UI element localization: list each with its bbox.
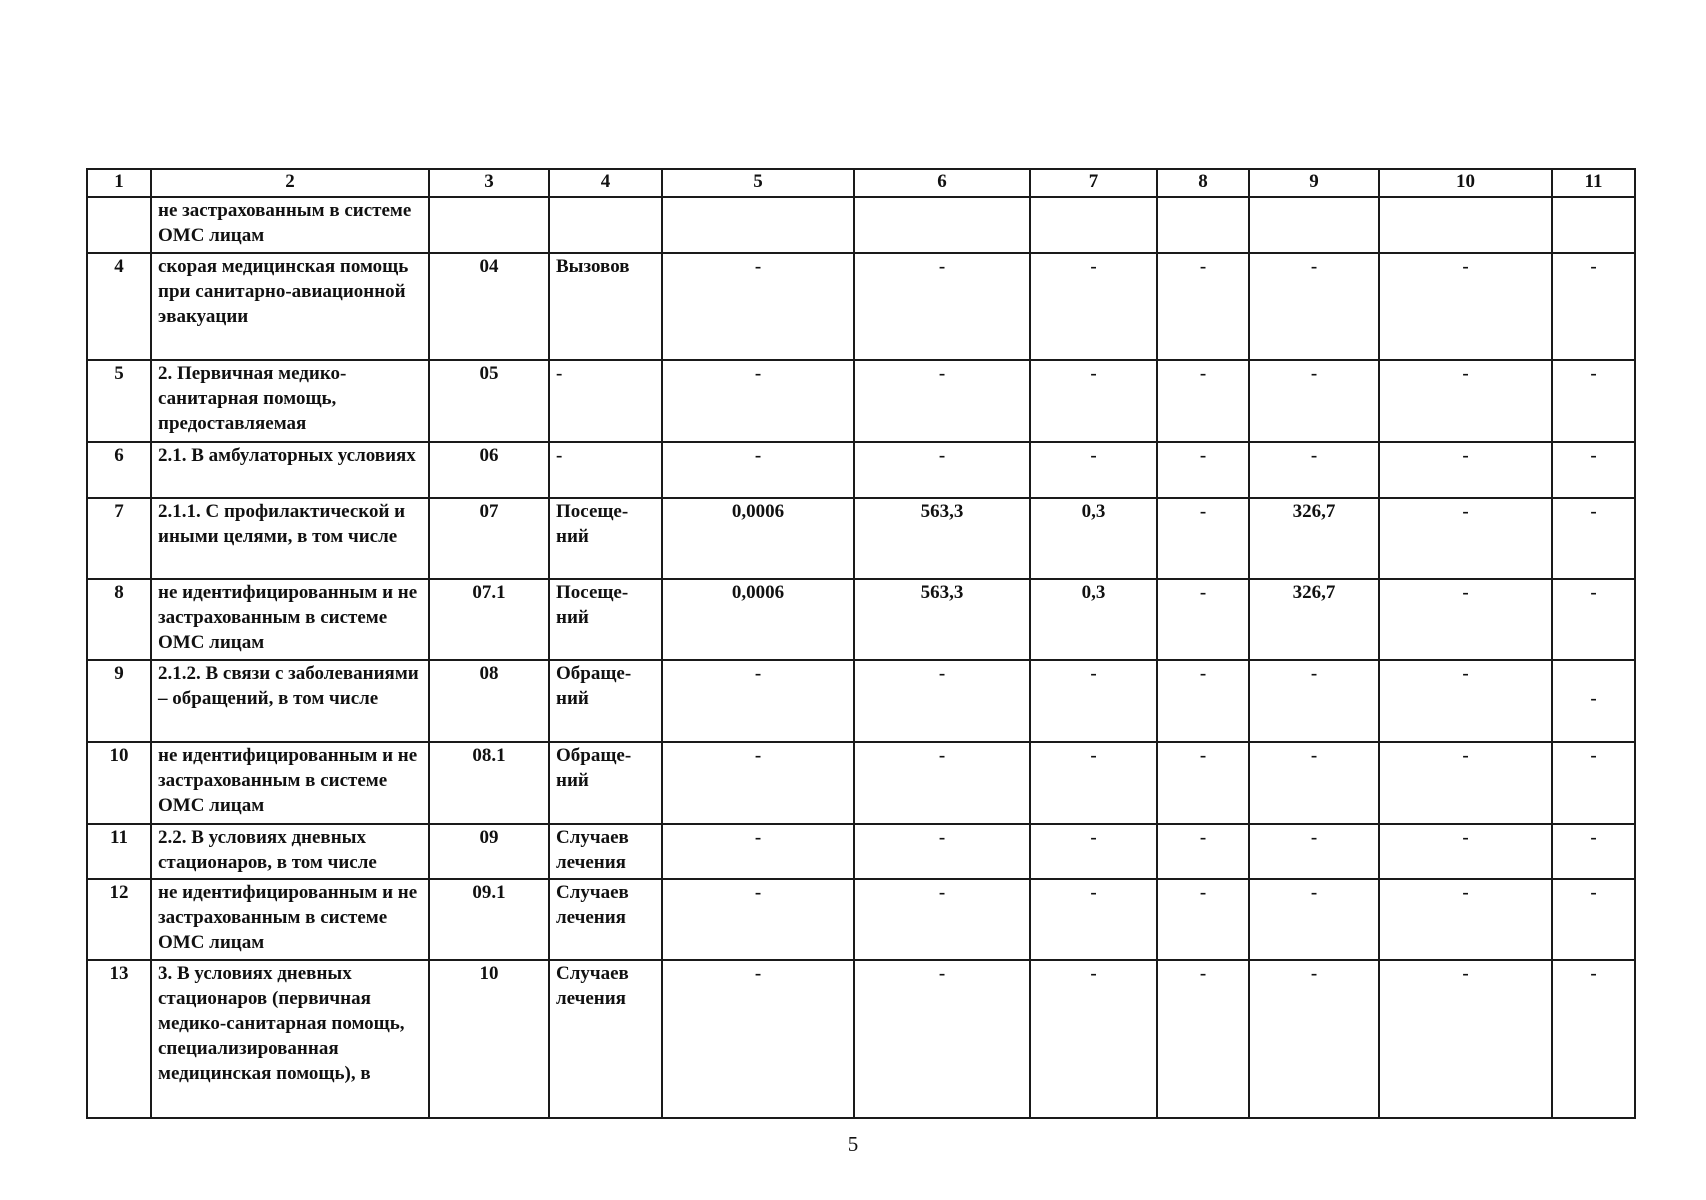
row-number-cell: 7 [87, 498, 151, 579]
table-body [87, 197, 1635, 1118]
value-cell-col-6: 563,3 [854, 498, 1030, 579]
value-cell-col-10: - [1379, 579, 1552, 660]
value-cell-col-5: - [662, 879, 854, 960]
column-header-4: 4 [549, 169, 662, 197]
row-number-cell: 4 [87, 253, 151, 360]
value-cell-col-9: - [1249, 824, 1379, 879]
value-cell-col-10: - [1379, 498, 1552, 579]
value-cell-col-7: - [1030, 442, 1157, 498]
value-cell-col-8: - [1157, 742, 1249, 824]
table-row [87, 742, 1635, 824]
table-row [87, 197, 1635, 253]
unit-cell: - [549, 442, 662, 498]
value-cell-col-8: - [1157, 960, 1249, 1118]
indicator-name-cell: не идентифицированным и не застрахованным в системе ОМС лицам [151, 742, 429, 824]
value-cell-col-9: - [1249, 253, 1379, 360]
table-row [87, 660, 1635, 742]
value-cell-col-11: - [1552, 442, 1635, 498]
value-cell-col-9: 326,7 [1249, 498, 1379, 579]
unit-cell: Случаев лечения [549, 879, 662, 960]
value-cell-col-6: - [854, 960, 1030, 1118]
indicator-name-cell: не застрахованным в системе ОМС лицам [151, 197, 429, 253]
column-header-1: 1 [87, 169, 151, 197]
indicator-name-cell: скорая медицинская помощь при санитарно-авиационной эвакуации [151, 253, 429, 360]
value-cell-col-8: - [1157, 579, 1249, 660]
value-cell-col-9: - [1249, 660, 1379, 742]
value-cell-col-5: 0,0006 [662, 498, 854, 579]
unit-cell: Обраще-ний [549, 742, 662, 824]
row-code-cell: 09 [429, 824, 549, 879]
indicator-name-cell: не идентифицированным и не застрахованным в системе ОМС лицам [151, 579, 429, 660]
page-number: 5 [847, 1132, 859, 1156]
value-cell-col-7 [1030, 197, 1157, 253]
value-cell-col-10: - [1379, 360, 1552, 442]
value-cell-col-6: - [854, 442, 1030, 498]
unit-cell: Случаев лечения [549, 960, 662, 1118]
indicator-name-cell: не идентифицированным и не застрахованным в системе ОМС лицам [151, 879, 429, 960]
value-cell-col-8: - [1157, 879, 1249, 960]
value-cell-col-7: - [1030, 360, 1157, 442]
unit-cell [549, 197, 662, 253]
value-cell-col-9: 326,7 [1249, 579, 1379, 660]
unit-cell: Посеще-ний [549, 579, 662, 660]
column-header-8: 8 [1157, 169, 1249, 197]
table-row [87, 442, 1635, 498]
value-cell-col-10: - [1379, 253, 1552, 360]
value-cell-col-11: - [1552, 824, 1635, 879]
column-header-3: 3 [429, 169, 549, 197]
value-cell-col-6: - [854, 824, 1030, 879]
table-row [87, 879, 1635, 960]
row-number-cell [87, 197, 151, 253]
value-cell-col-6: - [854, 253, 1030, 360]
value-cell-col-7: 0,3 [1030, 498, 1157, 579]
value-cell-col-5: 0,0006 [662, 579, 854, 660]
value-cell-col-6: - [854, 360, 1030, 442]
value-cell-col-7: - [1030, 960, 1157, 1118]
unit-cell: - [549, 360, 662, 442]
value-cell-col-11: - [1552, 579, 1635, 660]
value-cell-col-7: - [1030, 742, 1157, 824]
value-cell-col-11: - [1552, 660, 1635, 742]
column-header-2: 2 [151, 169, 429, 197]
data-table [86, 168, 1636, 1119]
row-code-cell [429, 197, 549, 253]
value-cell-col-11: - [1552, 879, 1635, 960]
row-code-cell: 05 [429, 360, 549, 442]
row-number-cell: 12 [87, 879, 151, 960]
value-cell-col-9 [1249, 197, 1379, 253]
value-cell-col-7: 0,3 [1030, 579, 1157, 660]
table-row [87, 824, 1635, 879]
value-cell-col-5: - [662, 442, 854, 498]
value-cell-col-6: - [854, 660, 1030, 742]
value-cell-col-11: - [1552, 742, 1635, 824]
value-cell-col-5: - [662, 253, 854, 360]
value-cell-col-5: - [662, 824, 854, 879]
value-cell-col-9: - [1249, 442, 1379, 498]
header-row [87, 169, 1635, 197]
value-cell-col-6: - [854, 742, 1030, 824]
row-code-cell: 08.1 [429, 742, 549, 824]
value-cell-col-6 [854, 197, 1030, 253]
indicator-name-cell: 2.1. В амбулаторных условиях [151, 442, 429, 498]
table-row [87, 579, 1635, 660]
value-cell-col-7: - [1030, 660, 1157, 742]
column-header-10: 10 [1379, 169, 1552, 197]
row-number-cell: 10 [87, 742, 151, 824]
value-cell-col-11: - [1552, 253, 1635, 360]
value-cell-col-6: - [854, 879, 1030, 960]
value-cell-col-10: - [1379, 660, 1552, 742]
value-cell-col-5: - [662, 742, 854, 824]
row-code-cell: 07.1 [429, 579, 549, 660]
column-header-7: 7 [1030, 169, 1157, 197]
row-code-cell: 09.1 [429, 879, 549, 960]
column-header-11: 11 [1552, 169, 1635, 197]
table-row [87, 360, 1635, 442]
value-cell-col-10: - [1379, 742, 1552, 824]
indicator-name-cell: 2.1.1. С профилактической и иными целями, в том числе [151, 498, 429, 579]
column-header-5: 5 [662, 169, 854, 197]
value-cell-col-8: - [1157, 498, 1249, 579]
row-code-cell: 04 [429, 253, 549, 360]
column-header-6: 6 [854, 169, 1030, 197]
value-cell-col-10: - [1379, 879, 1552, 960]
value-cell-col-11 [1552, 197, 1635, 253]
unit-cell: Обраще-ний [549, 660, 662, 742]
value-cell-col-5: - [662, 960, 854, 1118]
indicator-name-cell: 2. Первичная медико-санитарная помощь, предоставляемая [151, 360, 429, 442]
value-cell-col-11: - [1552, 360, 1635, 442]
value-cell-col-11: - [1552, 960, 1635, 1118]
row-number-cell: 8 [87, 579, 151, 660]
row-number-cell: 6 [87, 442, 151, 498]
value-cell-col-5: - [662, 660, 854, 742]
value-cell-col-8: - [1157, 253, 1249, 360]
value-cell-col-9: - [1249, 360, 1379, 442]
row-number-cell: 13 [87, 960, 151, 1118]
value-cell-col-10: - [1379, 824, 1552, 879]
indicator-name-cell: 2.2. В условиях дневных стационаров, в том числе [151, 824, 429, 879]
indicator-name-cell: 2.1.2. В связи с заболеваниями – обращений, в том числе [151, 660, 429, 742]
value-cell-col-8: - [1157, 442, 1249, 498]
value-cell-col-7: - [1030, 253, 1157, 360]
row-code-cell: 06 [429, 442, 549, 498]
unit-cell: Вызовов [549, 253, 662, 360]
row-number-cell: 5 [87, 360, 151, 442]
value-cell-col-8: - [1157, 360, 1249, 442]
unit-cell: Случаев лечения [549, 824, 662, 879]
row-number-cell: 9 [87, 660, 151, 742]
value-cell-col-8: - [1157, 824, 1249, 879]
value-cell-col-5: - [662, 360, 854, 442]
value-cell-col-10: - [1379, 442, 1552, 498]
value-cell-col-9: - [1249, 742, 1379, 824]
row-code-cell: 08 [429, 660, 549, 742]
value-cell-col-10: - [1379, 960, 1552, 1118]
value-cell-col-9: - [1249, 960, 1379, 1118]
table-row [87, 960, 1635, 1118]
table-row [87, 498, 1635, 579]
indicator-name-cell: 3. В условиях дневных стационаров (первичная медико-санитарная помощь, специализированная медицинская помощь), в [151, 960, 429, 1118]
value-cell-col-9: - [1249, 879, 1379, 960]
value-cell-col-11: - [1552, 498, 1635, 579]
value-cell-col-8 [1157, 197, 1249, 253]
column-header-9: 9 [1249, 169, 1379, 197]
row-code-cell: 10 [429, 960, 549, 1118]
value-cell-col-8: - [1157, 660, 1249, 742]
value-cell-col-7: - [1030, 824, 1157, 879]
unit-cell: Посеще-ний [549, 498, 662, 579]
value-cell-col-6: 563,3 [854, 579, 1030, 660]
value-cell-col-7: - [1030, 879, 1157, 960]
table-row [87, 253, 1635, 360]
value-cell-col-5 [662, 197, 854, 253]
row-number-cell: 11 [87, 824, 151, 879]
row-code-cell: 07 [429, 498, 549, 579]
value-cell-col-10 [1379, 197, 1552, 253]
